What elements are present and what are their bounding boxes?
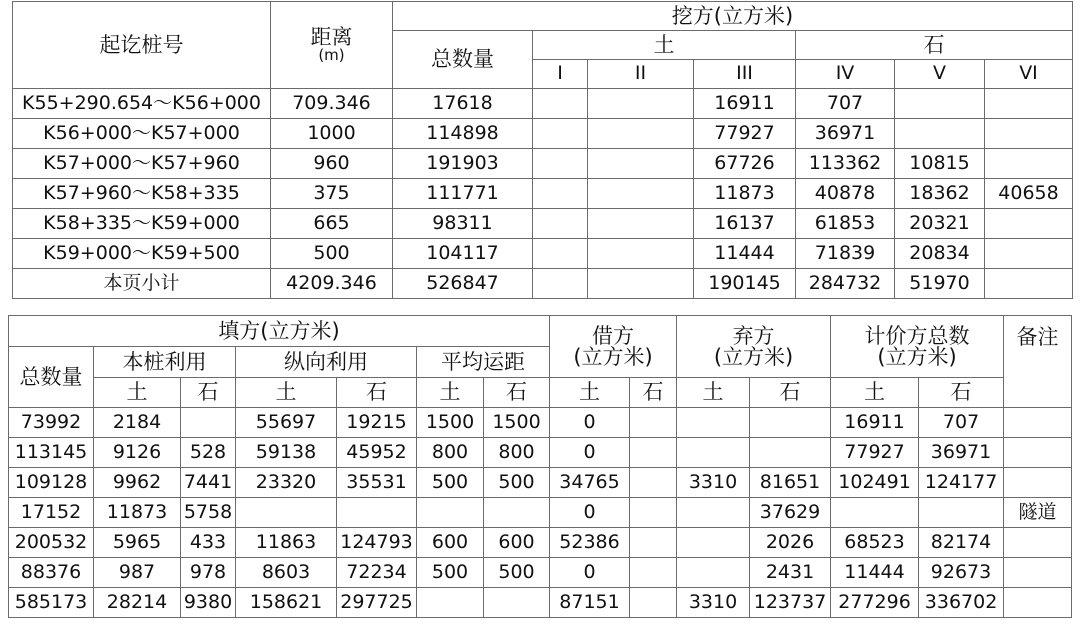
header-class-ii: II [588, 60, 694, 89]
table-cell [630, 438, 677, 468]
table-cell: 35531 [337, 468, 417, 498]
table-row [13, 89, 1073, 119]
table-cell: 19215 [337, 408, 417, 438]
table-cell: 9962 [94, 468, 181, 498]
header-rock: 石 [796, 31, 1073, 60]
table-cell: 11873 [94, 498, 181, 528]
table-cell: 98311 [393, 209, 533, 239]
table-cell [588, 179, 694, 209]
table-row [9, 468, 1072, 498]
table-cell: 73992 [9, 408, 94, 438]
table-cell [630, 408, 677, 438]
table-cell [985, 239, 1073, 269]
table-cell: K59+000～K59+500 [13, 239, 271, 269]
table-cell: 500 [484, 468, 550, 498]
header-avg-haul-rock: 石 [484, 378, 550, 408]
table-cell: 5758 [181, 498, 236, 528]
table-cell: 191903 [393, 149, 533, 179]
table-cell: K56+000～K57+000 [13, 119, 271, 149]
table-cell: K57+960～K58+335 [13, 179, 271, 209]
table-cell [588, 149, 694, 179]
table-cell: 37629 [750, 498, 831, 528]
table-cell [417, 588, 484, 618]
table-cell: 17618 [393, 89, 533, 119]
table-cell: 11873 [694, 179, 796, 209]
header-borrow-unit: (立方米) [573, 344, 653, 369]
table-cell: 600 [484, 528, 550, 558]
table-cell: 0 [550, 498, 630, 528]
header-avg-haul-soil: 土 [417, 378, 484, 408]
table-row [9, 528, 1072, 558]
table-cell [985, 269, 1073, 299]
table-cell: 59138 [236, 438, 337, 468]
table-cell: 2026 [750, 528, 831, 558]
table-cell: 28214 [94, 588, 181, 618]
table-cell [895, 89, 985, 119]
table-cell: 77927 [831, 438, 919, 468]
table-cell [337, 498, 417, 528]
table-cell [1004, 468, 1072, 498]
table-cell: 987 [94, 558, 181, 588]
table-cell: 9126 [94, 438, 181, 468]
table-cell: 17152 [9, 498, 94, 528]
table-cell: 0 [550, 408, 630, 438]
table-cell [533, 89, 588, 119]
table-cell [417, 498, 484, 528]
table-cell: 109128 [9, 468, 94, 498]
excavation-table [12, 1, 1073, 299]
table-cell [985, 119, 1073, 149]
table-cell: 375 [271, 179, 393, 209]
table-row [13, 269, 1073, 299]
table-cell [985, 209, 1073, 239]
header-borrow-soil: 土 [550, 378, 630, 408]
table-cell: 707 [796, 89, 895, 119]
table-cell: 51970 [895, 269, 985, 299]
header-this-pile: 本桩利用 [94, 347, 236, 378]
table-cell: 11863 [236, 528, 337, 558]
table-cell: 978 [181, 558, 236, 588]
header-priced-soil: 土 [831, 378, 919, 408]
table-cell [1004, 438, 1072, 468]
table-row [13, 119, 1073, 149]
table-cell: 284732 [796, 269, 895, 299]
table-cell: 82174 [919, 528, 1004, 558]
table-cell: 11444 [831, 558, 919, 588]
table-row [9, 438, 1072, 468]
header-station: 起讫桩号 [13, 2, 271, 89]
header-distance-label: 距离 [310, 25, 353, 49]
table-cell: 1500 [417, 408, 484, 438]
table-cell [1004, 588, 1072, 618]
fill-table [8, 315, 1072, 618]
header-borrow [550, 316, 677, 378]
table-cell [677, 498, 750, 528]
table-cell [630, 528, 677, 558]
table-cell [533, 209, 588, 239]
table-cell [895, 119, 985, 149]
header-waste-label: 弃方 [732, 323, 775, 348]
table-cell: 87151 [550, 588, 630, 618]
table-cell: 45952 [337, 438, 417, 468]
table-cell: 800 [417, 438, 484, 468]
table-cell: 40878 [796, 179, 895, 209]
table-cell: 123737 [750, 588, 831, 618]
table-cell: K58+335～K59+000 [13, 209, 271, 239]
table-cell [630, 498, 677, 528]
table-cell: 10815 [895, 149, 985, 179]
table-cell: 665 [271, 209, 393, 239]
table-row [13, 179, 1073, 209]
table-cell: 336702 [919, 588, 1004, 618]
table-cell [630, 588, 677, 618]
table-cell: K55+290.654～K56+000 [13, 89, 271, 119]
table-cell: 709.346 [271, 89, 393, 119]
table-cell [750, 408, 831, 438]
header-fill-total: 总数量 [9, 347, 94, 408]
table-cell: 2431 [750, 558, 831, 588]
header-this-pile-soil: 土 [94, 378, 181, 408]
table-cell: 67726 [694, 149, 796, 179]
table-cell: 297725 [337, 588, 417, 618]
table-cell: 104117 [393, 239, 533, 269]
table-cell [630, 558, 677, 588]
table-cell: 1000 [271, 119, 393, 149]
table-cell: 71839 [796, 239, 895, 269]
table-cell: 124793 [337, 528, 417, 558]
table-cell: 158621 [236, 588, 337, 618]
table-cell: K57+000～K57+960 [13, 149, 271, 179]
table-cell: 52386 [550, 528, 630, 558]
table-cell: 960 [271, 149, 393, 179]
table-cell: 11444 [694, 239, 796, 269]
table-cell: 8603 [236, 558, 337, 588]
header-class-iv: IV [796, 60, 895, 89]
table-cell: 81651 [750, 468, 831, 498]
header-excavation-total: 总数量 [393, 31, 533, 89]
header-soil: 土 [533, 31, 796, 60]
table-cell [588, 209, 694, 239]
header-longitudinal-soil: 土 [236, 378, 337, 408]
header-waste-rock: 石 [750, 378, 831, 408]
header-class-i: I [533, 60, 588, 89]
table-cell: 0 [550, 438, 630, 468]
table-cell: 16911 [831, 408, 919, 438]
table-cell: 本页小计 [13, 269, 271, 299]
table-cell: 68523 [831, 528, 919, 558]
header-class-iii: III [694, 60, 796, 89]
table-cell: 16911 [694, 89, 796, 119]
table-cell: 0 [550, 558, 630, 588]
table-cell: 111771 [393, 179, 533, 209]
table-cell: 600 [417, 528, 484, 558]
header-class-vi: VI [985, 60, 1073, 89]
table-cell: 7441 [181, 468, 236, 498]
table-cell [533, 149, 588, 179]
table-cell: 500 [271, 239, 393, 269]
table-cell: 500 [484, 558, 550, 588]
table-row [13, 209, 1073, 239]
header-distance [271, 2, 393, 89]
table-cell: 20834 [895, 239, 985, 269]
table-cell: 124177 [919, 468, 1004, 498]
table-cell [677, 528, 750, 558]
table-cell [1004, 558, 1072, 588]
table-cell [533, 179, 588, 209]
header-waste [677, 316, 831, 378]
table-cell [677, 408, 750, 438]
table-cell: 585173 [9, 588, 94, 618]
table-cell [588, 239, 694, 269]
table-row [13, 149, 1073, 179]
table-cell [985, 89, 1073, 119]
table-cell: 92673 [919, 558, 1004, 588]
table-cell: 5965 [94, 528, 181, 558]
header-longitudinal-rock: 石 [337, 378, 417, 408]
table-cell: 500 [417, 468, 484, 498]
table-cell: 9380 [181, 588, 236, 618]
table-cell [588, 269, 694, 299]
table-cell [750, 438, 831, 468]
table-row [9, 498, 1072, 528]
table-cell [533, 269, 588, 299]
table-cell: 34765 [550, 468, 630, 498]
header-waste-soil: 土 [677, 378, 750, 408]
header-excavation: 挖方(立方米) [393, 2, 1073, 31]
header-priced-unit: (立方米) [877, 344, 957, 369]
header-this-pile-rock: 石 [181, 378, 236, 408]
header-class-v: V [895, 60, 985, 89]
excavation-table-body [13, 89, 1073, 299]
table-cell: 3310 [677, 588, 750, 618]
table-cell: 200532 [9, 528, 94, 558]
table-cell: 528 [181, 438, 236, 468]
table-cell [484, 498, 550, 528]
table-cell: 500 [417, 558, 484, 588]
table-cell [985, 149, 1073, 179]
table-cell [630, 468, 677, 498]
table-cell: 707 [919, 408, 1004, 438]
table-cell: 36971 [919, 438, 1004, 468]
table-cell: 2184 [94, 408, 181, 438]
table-cell [831, 498, 919, 528]
table-cell [533, 119, 588, 149]
table-cell: 72234 [337, 558, 417, 588]
table-cell: 77927 [694, 119, 796, 149]
header-remarks: 备注 [1004, 316, 1072, 408]
table-cell: 102491 [831, 468, 919, 498]
table-cell: 36971 [796, 119, 895, 149]
header-borrow-label: 借方 [592, 323, 634, 348]
table-cell: 3310 [677, 468, 750, 498]
header-priced-label: 计价方总数 [864, 323, 970, 348]
header-avg-haul: 平均运距 [417, 347, 550, 378]
header-borrow-rock: 石 [630, 378, 677, 408]
table-cell: 61853 [796, 209, 895, 239]
table-cell: 55697 [236, 408, 337, 438]
table-cell: 277296 [831, 588, 919, 618]
table-cell [919, 498, 1004, 528]
table-row [9, 408, 1072, 438]
table-cell [484, 588, 550, 618]
table-cell: 20321 [895, 209, 985, 239]
table-cell: 190145 [694, 269, 796, 299]
table-cell: 433 [181, 528, 236, 558]
table-cell [677, 438, 750, 468]
header-priced-rock: 石 [919, 378, 1004, 408]
table-cell: 1500 [484, 408, 550, 438]
table-cell: 113362 [796, 149, 895, 179]
table-cell: 800 [484, 438, 550, 468]
table-cell [181, 408, 236, 438]
table-cell [1004, 408, 1072, 438]
table-cell [236, 498, 337, 528]
header-fill: 填方(立方米) [9, 316, 550, 347]
table-cell: 隧道 [1004, 498, 1072, 528]
table-cell: 40658 [985, 179, 1073, 209]
header-distance-unit: (m) [318, 46, 345, 64]
table-cell: 526847 [393, 269, 533, 299]
table-cell: 113145 [9, 438, 94, 468]
fill-table-body [9, 408, 1072, 618]
table-cell [1004, 528, 1072, 558]
table-cell: 114898 [393, 119, 533, 149]
header-waste-unit: (立方米) [713, 344, 794, 369]
table-cell: 16137 [694, 209, 796, 239]
table-cell [533, 239, 588, 269]
table-row [9, 588, 1072, 618]
header-priced-total [831, 316, 1004, 378]
table-cell: 18362 [895, 179, 985, 209]
table-cell: 23320 [236, 468, 337, 498]
table-cell: 4209.346 [271, 269, 393, 299]
table-cell [588, 119, 694, 149]
table-cell [588, 89, 694, 119]
table-row [9, 558, 1072, 588]
header-longitudinal: 纵向利用 [236, 347, 417, 378]
table-cell: 88376 [9, 558, 94, 588]
table-cell [677, 558, 750, 588]
table-row [13, 239, 1073, 269]
